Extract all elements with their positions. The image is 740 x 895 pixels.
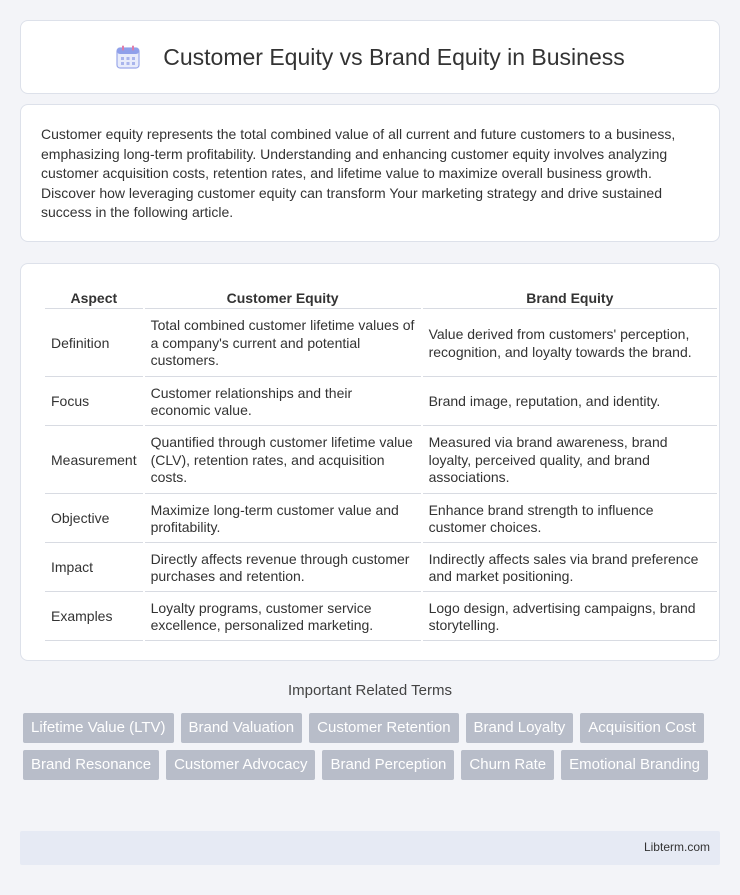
table-row [45, 545, 717, 592]
intro-card [20, 104, 720, 242]
table-header-row [45, 286, 717, 309]
customer-equity-cell: Loyalty programs, customer service excellence, personalized marketing. [145, 594, 421, 641]
related-term-tag[interactable]: Lifetime Value (LTV) [23, 713, 174, 743]
related-term-tag[interactable]: Customer Advocacy [166, 750, 315, 780]
table-row [45, 311, 717, 377]
aspect-cell: Measurement [45, 428, 143, 494]
aspect-cell: Definition [45, 311, 143, 377]
aspect-cell: Impact [45, 545, 143, 592]
footer [20, 831, 720, 865]
header-aspect: Aspect [45, 286, 143, 309]
related-terms-list [23, 713, 723, 780]
table-row [45, 428, 717, 494]
brand-equity-cell: Value derived from customers' perception, recognition, and loyalty towards the brand. [423, 311, 717, 377]
related-term-tag[interactable]: Brand Valuation [181, 713, 303, 743]
footer-site-link[interactable]: Libterm.com [643, 840, 710, 854]
related-term-tag[interactable]: Acquisition Cost [580, 713, 704, 743]
comparison-card [20, 263, 720, 661]
customer-equity-cell: Directly affects revenue through customer purchases and retention. [145, 545, 421, 592]
customer-equity-cell: Customer relationships and their economic value. [145, 379, 421, 426]
table-row [45, 379, 717, 426]
aspect-cell: Examples [45, 594, 143, 641]
brand-equity-cell: Measured via brand awareness, brand loyalty, perceived quality, and brand associations. [423, 428, 717, 494]
table-row [45, 496, 717, 543]
customer-equity-cell: Maximize long-term customer value and profitability. [145, 496, 421, 543]
related-term-tag[interactable]: Brand Resonance [23, 750, 159, 780]
intro-text: Customer equity represents the total combined value of all current and future customers to a business, emphasizing long-term profitability. Understanding and enhancing customer equity involves analyzing customer acquisition costs, retention rates, and lifetime value to maximize overall business growth. Discover how leveraging customer equity can transform Your marketing strategy and drive sustained success in the following article. [41, 126, 676, 221]
related-term-tag[interactable]: Brand Perception [322, 750, 454, 780]
brand-equity-cell: Enhance brand strength to influence customer choices. [423, 496, 717, 543]
calendar-icon [115, 44, 141, 70]
brand-equity-cell: Indirectly affects sales via brand preference and market positioning. [423, 545, 717, 592]
related-term-tag[interactable]: Brand Loyalty [466, 713, 574, 743]
brand-equity-cell: Brand image, reputation, and identity. [423, 379, 717, 426]
table-row [45, 594, 717, 641]
related-terms-title: Important Related Terms [288, 682, 452, 699]
related-term-tag[interactable]: Churn Rate [461, 750, 554, 780]
comparison-table [43, 284, 719, 643]
header-brand-equity: Brand Equity [423, 286, 717, 309]
header-customer-equity: Customer Equity [145, 286, 421, 309]
header-card [20, 20, 720, 94]
related-term-tag[interactable]: Emotional Branding [561, 750, 708, 780]
related-term-tag[interactable]: Customer Retention [309, 713, 458, 743]
page-title: Customer Equity vs Brand Equity in Business [163, 43, 625, 70]
aspect-cell: Focus [45, 379, 143, 426]
customer-equity-cell: Quantified through customer lifetime value (CLV), retention rates, and acquisition costs. [145, 428, 421, 494]
aspect-cell: Objective [45, 496, 143, 543]
brand-equity-cell: Logo design, advertising campaigns, brand storytelling. [423, 594, 717, 641]
customer-equity-cell: Total combined customer lifetime values of a company's current and potential customers. [145, 311, 421, 377]
